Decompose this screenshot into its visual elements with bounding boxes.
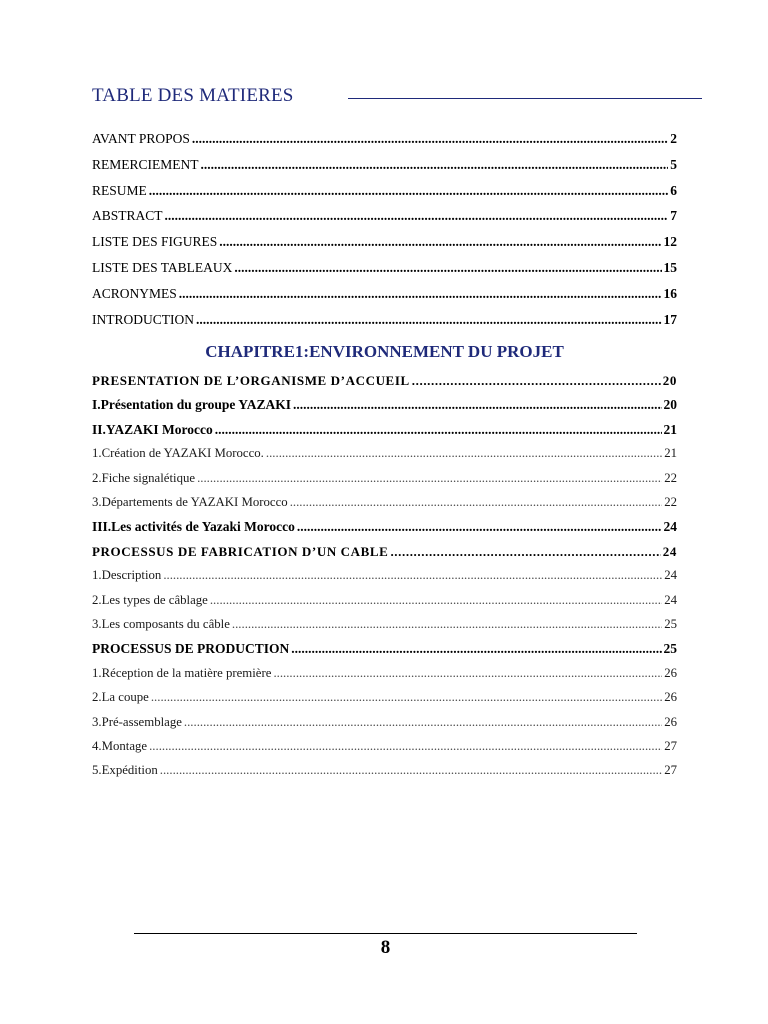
toc-entry-page: 7 (670, 208, 677, 224)
toc-dot-leader (293, 397, 661, 413)
toc-entry[interactable] (92, 568, 677, 583)
toc-entry[interactable] (92, 183, 677, 199)
toc-entry[interactable] (92, 495, 677, 510)
toc-entry[interactable] (92, 446, 677, 461)
toc-entry[interactable] (92, 763, 677, 778)
toc-entry-page: 24 (664, 568, 677, 583)
toc-entry-page: 24 (664, 592, 677, 607)
toc-entry-page: 22 (664, 495, 677, 509)
toc-entry-page: 20 (662, 373, 677, 388)
toc-dot-leader (290, 495, 663, 510)
page-number: 8 (380, 937, 391, 958)
toc-entry-page: 27 (664, 763, 677, 778)
toc-entry-label: ACRONYMES (92, 285, 177, 301)
toc-entry-label: PROCESSUS DE FABRICATION D’UN CABLE (92, 543, 389, 559)
toc-dot-leader (266, 446, 662, 461)
chapter-heading: CHAPITRE1:ENVIRONNEMENT DU PROJET (205, 342, 564, 361)
toc-entry-page: 27 (664, 739, 677, 753)
toc-dot-leader (273, 666, 662, 681)
toc-entry-page: 20 (663, 397, 677, 413)
toc-entry-label: III.Les activités de Yazaki Morocco (92, 519, 295, 535)
toc-entry-label: 2.Fiche signalétique (92, 470, 196, 485)
toc-entry-page: 26 (664, 714, 677, 729)
toc-entry-page: 24 (663, 519, 677, 535)
toc-dot-leader (219, 234, 661, 250)
toc-entry-label: LISTE DES FIGURES (92, 234, 218, 250)
toc-entry[interactable] (92, 666, 677, 681)
toc-entry[interactable] (92, 641, 677, 657)
toc-entry[interactable] (92, 373, 677, 389)
toc-dot-leader (179, 286, 662, 302)
toc-entry-label: REMERCIEMENT (92, 156, 199, 172)
toc-entry-label: AVANT PROPOS (92, 131, 190, 146)
toc-dot-leader (210, 593, 662, 608)
toc-dot-leader (201, 157, 669, 173)
toc-dot-leader (160, 763, 662, 778)
toc-dot-leader (163, 568, 662, 583)
toc-entry-label: 4.Montage (92, 739, 148, 753)
toc-entry-label: ABSTRACT (92, 208, 163, 224)
toc-dot-leader (165, 208, 669, 224)
toc-entry[interactable] (92, 157, 677, 173)
toc-dot-leader (390, 544, 660, 560)
toc-entry-label: II.YAZAKI Morocco (92, 421, 213, 437)
toc-dot-leader (215, 422, 662, 438)
toc-entry[interactable] (92, 397, 677, 413)
toc-entry-page: 12 (663, 234, 677, 250)
toc-entry-page: 15 (663, 260, 677, 275)
toc-entry-label: 1.Réception de la matière première (92, 665, 272, 680)
toc-entry-page: 26 (664, 690, 677, 705)
toc-entry[interactable] (92, 208, 677, 224)
toc-entry[interactable] (92, 544, 677, 560)
toc-entry-page: 6 (670, 182, 677, 198)
toc-dot-leader (151, 690, 662, 705)
toc-entry-page: 21 (664, 446, 677, 461)
toc-dot-leader (291, 641, 661, 657)
toc-entry[interactable] (92, 260, 677, 276)
toc-dot-leader (197, 471, 662, 486)
toc-dot-leader (196, 312, 662, 328)
toc-entry[interactable] (92, 234, 677, 250)
toc-entry-page: 26 (664, 665, 677, 680)
toc-entry-page: 17 (663, 311, 677, 327)
toc-entry-label: 2.Les types de câblage (92, 592, 208, 607)
title-divider (348, 98, 702, 99)
toc-entry-label: 3.Départements de YAZAKI Morocco (92, 495, 288, 509)
toc-dot-leader (149, 183, 668, 199)
toc-entry-page: 2 (670, 131, 677, 146)
toc-entry[interactable] (92, 286, 677, 302)
toc-entry-page: 25 (663, 641, 677, 657)
toc-entry-label: PRESENTATION DE L’ORGANISME D’ACCUEIL (92, 373, 410, 388)
toc-entry-label: LISTE DES TABLEAUX (92, 260, 233, 275)
toc-entry[interactable] (92, 422, 677, 438)
toc-entry-page: 25 (664, 617, 677, 631)
toc-entry[interactable] (92, 593, 677, 608)
toc-entry-label: PROCESSUS DE PRODUCTION (92, 641, 290, 657)
toc-entry-page: 24 (662, 543, 677, 559)
toc-entry[interactable] (92, 312, 677, 328)
toc-entry-label: 2.La coupe (92, 690, 149, 705)
toc-entry[interactable] (92, 739, 677, 754)
toc-dot-leader (232, 617, 662, 632)
toc-dot-leader (192, 131, 668, 147)
toc-dot-leader (234, 260, 661, 276)
toc-dot-leader (149, 739, 662, 754)
toc-entry[interactable] (92, 519, 677, 535)
toc-entry-label: INTRODUCTION (92, 311, 194, 327)
toc-entry-label: 3.Les composants du câble (92, 617, 230, 631)
toc-entry-page: 21 (663, 421, 677, 437)
toc-dot-leader (412, 373, 661, 389)
toc-entry-page: 5 (670, 156, 677, 172)
toc-entry-label: I.Présentation du groupe YAZAKI (92, 397, 292, 413)
toc-dot-leader (297, 519, 662, 535)
toc-entry[interactable] (92, 471, 677, 486)
toc-entry[interactable] (92, 617, 677, 632)
toc-entry-label: 5.Expédition (92, 763, 158, 778)
toc-entry-page: 22 (664, 470, 677, 485)
toc-entry-label: RESUME (92, 182, 147, 198)
toc-entry-label: 1.Création de YAZAKI Morocco. (92, 446, 264, 461)
toc-entry[interactable] (92, 715, 677, 730)
toc-entry-label: 3.Pré-assemblage (92, 714, 182, 729)
toc-entry-label: 1.Description (92, 568, 162, 583)
toc-dot-leader (184, 715, 662, 730)
footer-divider (134, 933, 637, 934)
toc-entry-page: 16 (663, 285, 677, 301)
toc-entry[interactable] (92, 690, 677, 705)
toc-title: TABLE DES MATIERES (92, 85, 294, 106)
toc-entry[interactable] (92, 131, 677, 147)
